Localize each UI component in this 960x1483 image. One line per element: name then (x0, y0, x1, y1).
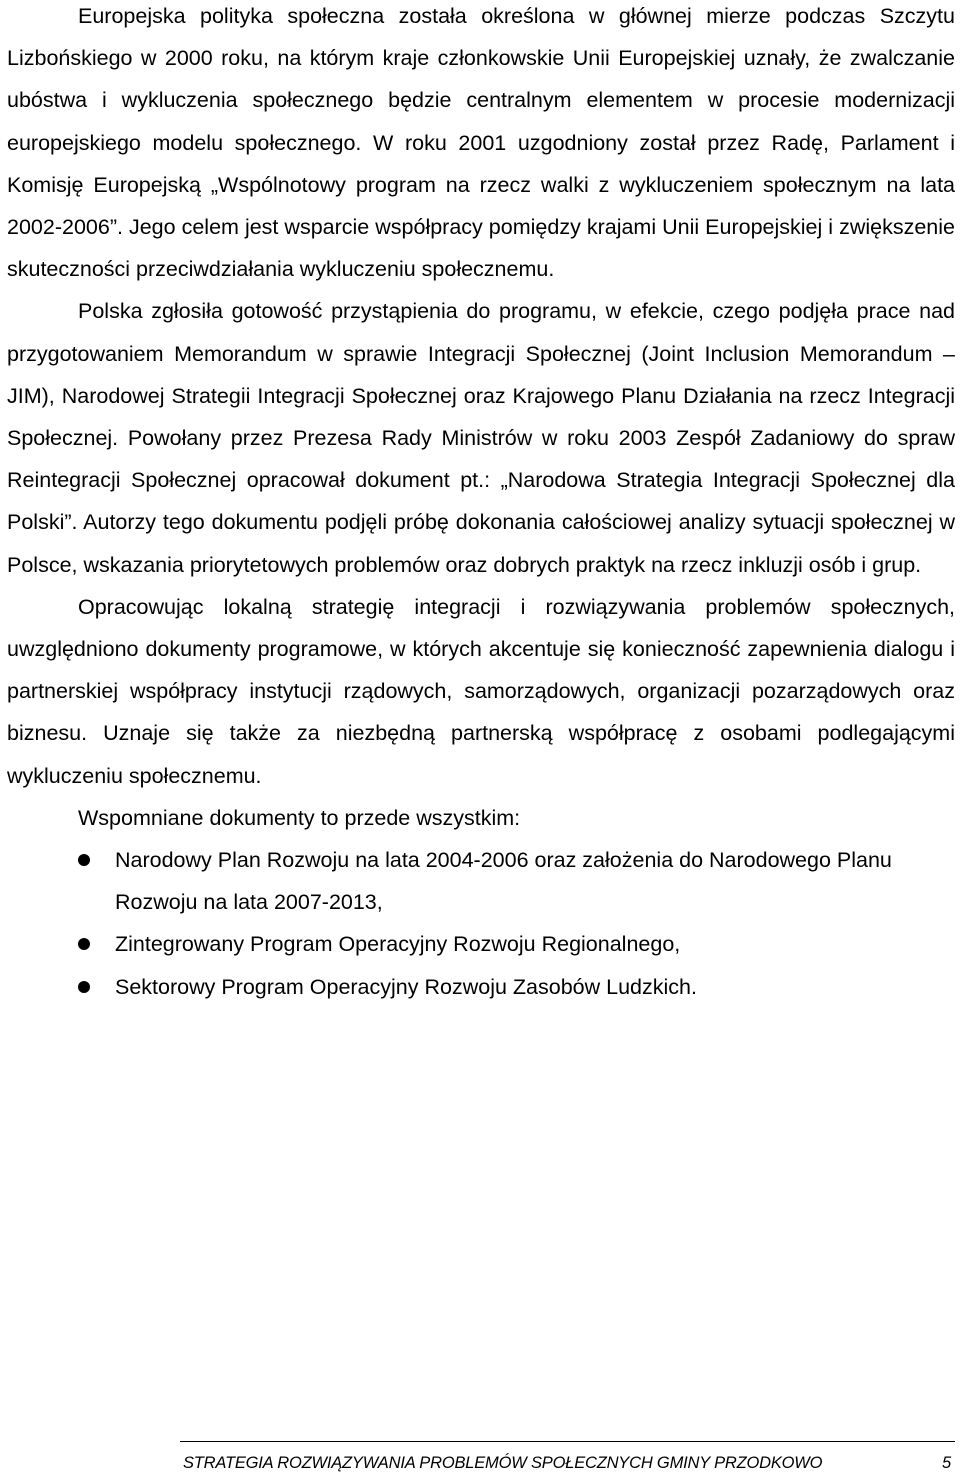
paragraph-2: Polska zgłosiła gotowość przystąpienia do programu, w efekcie, czego podjęła prace nad przygotowaniem Memorandum w sprawie Integracji Społecznej (Joint Inclusion Memorandum – JIM), Narodowej Strategii Integracji Społecznej oraz Krajowego Planu Działania na rzecz Integracji Społecznej. Powołany przez Prezesa Rady Ministrów w roku 2003 Zespół Zadaniowy do spraw Reintegracji Społecznej opracował dokument pt.: „Narodowa Strategia Integracji Społecznej dla Polski”. Autorzy tego dokumentu podjęli próbę dokonania całościowej analizy sytuacji społecznej w Polsce, wskazania priorytetowych problemów oraz dobrych praktyk na rzecz inkluzji osób i grup. (7, 299, 955, 577)
list-item (7, 839, 955, 923)
list-item-text: Narodowy Plan Rozwoju na lata 2004-2006 oraz założenia do Narodowego Planu Rozwoju na lata 2007-2013, (115, 848, 892, 915)
paragraph-3: Opracowując lokalną strategię integracji i rozwiązywania problemów społecznych, uwzględniono dokumenty programowe, w których akcentuje się konieczność zapewnienia dialogu i partnerskiej współpracy instytucji rządowych, samorządowych, organizacji pozarządowych oraz biznesu. Uznaje się także za niezbędną partnerską współpracę z osobami podlegającymi wykluczeniu społecznemu. (7, 594, 955, 788)
paragraph-1: Europejska polityka społeczna została określona w głównej mierze podczas Szczytu Lizbońskiego w 2000 roku, na którym kraje członkowskie Unii Europejskiej uznały, że zwalczanie ubóstwa i wykluczenia społecznego będzie centralnym elementem w procesie modernizacji europejskiego modelu społecznego. W roku 2001 uzgodniony został przez Radę, Parlament i Komisję Europejską „Wspólnotowy program na rzecz walki z wykluczeniem społecznym na lata 2002-2006”. Jego celem jest wsparcie współpracy pomiędzy krajami Unii Europejskiej i zwiększenie skuteczności przeciwdziałania wykluczeniu społecznemu. (7, 4, 955, 282)
list-item-text: Zintegrowany Program Operacyjny Rozwoju Regionalnego, (115, 932, 681, 957)
documents-list (7, 839, 955, 1008)
bullet-icon (78, 854, 90, 866)
body-text (7, 0, 955, 1008)
page-footer (0, 1440, 960, 1483)
footer-title: STRATEGIA ROZWIĄZYWANIA PROBLEMÓW SPOŁECZNYCH GMINY PRZODKOWO (183, 1454, 823, 1472)
page-number: 5 (942, 1454, 952, 1472)
bullet-icon (78, 981, 90, 993)
paragraph-4: Wspomniane dokumenty to przede wszystkim: (78, 805, 521, 830)
bullet-icon (78, 938, 90, 950)
list-item (7, 923, 955, 965)
footer-divider (180, 1441, 955, 1442)
list-item-text: Sektorowy Program Operacyjny Rozwoju Zasobów Ludzkich. (115, 974, 697, 999)
list-item (7, 966, 955, 1008)
